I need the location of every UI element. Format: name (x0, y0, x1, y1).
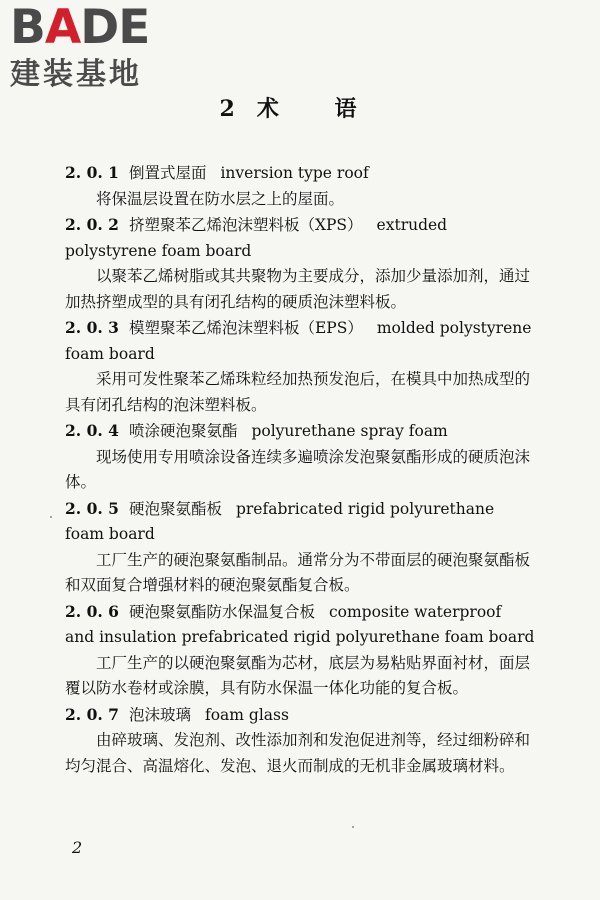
term-entry (65, 418, 535, 496)
term-entry (65, 599, 535, 702)
term-heading (65, 315, 535, 367)
term-definition: 将保温层设置在防水层之上的屋面。 (96, 189, 345, 208)
term-english: inversion type roof (220, 164, 369, 182)
term-definition: 现场使用专用喷涂设备连续多遍喷涂发泡聚氨酯形成的硬质泡沫体。 (65, 447, 531, 491)
logo-wordmark: BADE (10, 0, 150, 55)
term-heading (65, 702, 535, 729)
chapter-title (0, 92, 600, 123)
term-entry (65, 496, 535, 599)
term-definition: 采用可发性聚苯乙烯珠粒经加热预发泡后，在模具中加热成型的具有闭孔结构的泡沫塑料板。 (65, 370, 531, 414)
scan-speck (50, 516, 52, 518)
term-chinese: 硬泡聚氨酯防水保温复合板 (128, 602, 315, 621)
term-english: composite waterproof and insulation prefabricated rigid polyurethane foam board (65, 602, 535, 646)
term-definition: 以聚苯乙烯树脂或其共聚物为主要成分，添加少量添加剂，通过加热挤塑成型的具有闭孔结构的硬质泡沫塑料板。 (65, 267, 531, 311)
term-chinese: 泡沫玻璃 (128, 705, 191, 724)
term-heading (65, 212, 535, 264)
term-chinese: 硬泡聚氨酯板 (128, 499, 222, 518)
term-english: polyurethane spray foam (251, 422, 448, 440)
term-chinese: 倒置式屋面 (128, 164, 207, 182)
page-number: 2 (72, 838, 83, 857)
term-english: molded polystyrene foam board (65, 319, 532, 363)
term-english: foam glass (204, 705, 289, 724)
logo-accent-letter: A (44, 0, 81, 55)
scan-speck (352, 826, 354, 828)
term-heading (65, 496, 535, 548)
terms-list (65, 160, 535, 779)
term-entry (65, 212, 535, 315)
term-heading (65, 160, 535, 187)
term-number: 2. 0. 5 (65, 498, 119, 518)
bade-logo (10, 0, 180, 104)
term-number: 2. 0. 7 (65, 704, 119, 724)
term-entry (65, 160, 535, 212)
term-entry (65, 702, 535, 780)
term-number: 2. 0. 1 (65, 163, 119, 182)
term-heading (65, 599, 535, 651)
term-heading (65, 418, 535, 445)
chapter-number: 2 (219, 96, 237, 122)
term-english: prefabricated rigid polyurethane foam board (65, 499, 495, 543)
term-number: 2. 0. 4 (65, 421, 119, 440)
term-number: 2. 0. 6 (65, 601, 119, 621)
term-chinese: 挤塑聚苯乙烯泡沫塑料板（XPS） (128, 216, 363, 234)
term-number: 2. 0. 3 (65, 318, 119, 337)
chapter-title-text: 术 语 (256, 96, 381, 122)
term-number: 2. 0. 2 (65, 215, 119, 234)
term-definition: 工厂生产的硬泡聚氨酯制品。通常分为不带面层的硬泡聚氨酯板和双面复合增强材料的硬泡聚氨酯复合板。 (65, 550, 531, 594)
term-chinese: 模塑聚苯乙烯泡沫塑料板（EPS） (128, 319, 363, 337)
term-definition: 工厂生产的以硬泡聚氨酯为芯材，底层为易粘贴界面衬材，面层覆以防水卷材或涂膜，具有防水保温一体化功能的复合板。 (65, 653, 531, 697)
term-entry (65, 315, 535, 418)
term-chinese: 喷涂硬泡聚氨酯 (128, 422, 238, 440)
term-english: extruded polystyrene foam board (65, 216, 448, 260)
term-definition: 由碎玻璃、发泡剂、改性添加剂和发泡促进剂等，经过细粉碎和均匀混合、高温熔化、发泡、退火而制成的无机非金属玻璃材料。 (65, 731, 531, 775)
logo-subtitle: 建装基地 (10, 57, 142, 92)
